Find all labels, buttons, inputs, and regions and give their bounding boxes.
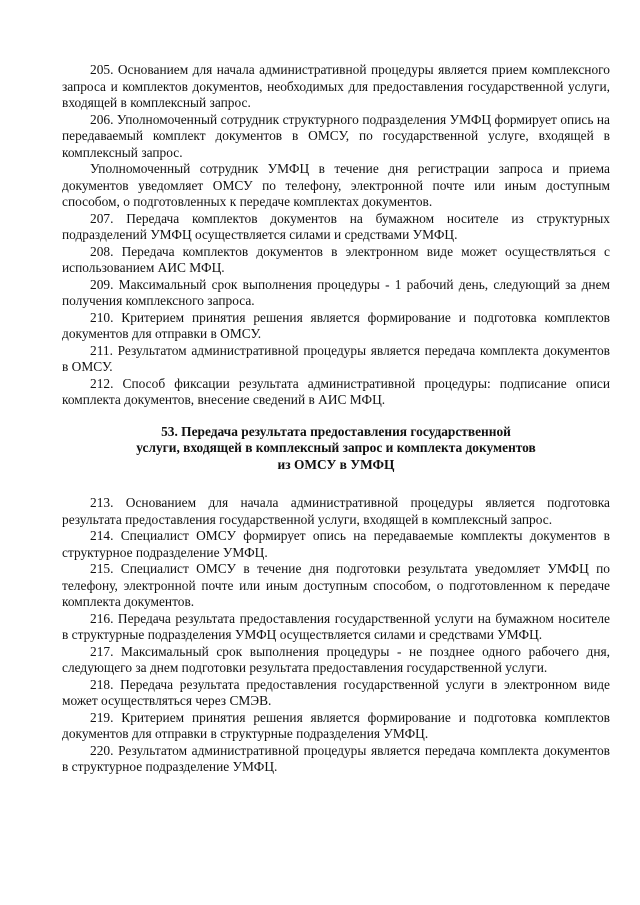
- paragraph-211: 211. Результатом административной процедуры является передача комплекта документов в ОМСУ.: [62, 342, 610, 374]
- paragraph-206-notice: Уполномоченный сотрудник УМФЦ в течение дня регистрации запроса и приема документов уведомляет ОМСУ по телефону, электронной почте или иным доступным способом, о подготовленных к передаче комплектах документов.: [62, 161, 610, 209]
- paragraph-218: 218. Передача результата предоставления государственной услуги в электронном виде может осуществляться через СМЭВ.: [62, 676, 610, 708]
- section-heading: [62, 424, 610, 474]
- paragraph-209: 209. Максимальный срок выполнения процедуры - 1 рабочий день, следующий за днем получения комплексного запроса.: [62, 276, 610, 308]
- section-heading-line-3: из ОМСУ в УМФЦ: [277, 456, 395, 472]
- paragraph-205: 205. Основанием для начала административной процедуры является прием комплексного запроса и комплектов документов, необходимых для предоставления государственной услуги, входящей в комплексный запрос.: [62, 62, 610, 110]
- paragraph-220: 220. Результатом административной процедуры является передача комплекта документов в структурное подразделение УМФЦ.: [62, 742, 610, 774]
- paragraph-212: 212. Способ фиксации результата административной процедуры: подписание описи комплекта документов, внесение сведений в АИС МФЦ.: [62, 375, 610, 407]
- paragraph-215: 215. Специалист ОМСУ в течение дня подготовки результата уведомляет УМФЦ по телефону, электронной почте или иным доступным способом, о подготовленном к передаче комплекта документов.: [62, 561, 610, 609]
- paragraph-206: 206. Уполномоченный сотрудник структурного подразделения УМФЦ формирует опись на передаваемый комплект документов в ОМСУ, по государственной услуге, входящей в комплексный запрос.: [62, 111, 610, 160]
- paragraph-210: 210. Критерием принятия решения является формирование и подготовка комплектов документов для отправки в ОМСУ.: [62, 309, 610, 341]
- paragraph-207: 207. Передача комплектов документов на бумажном носителе из структурных подразделений УМФЦ осуществляется силами и средствами УМФЦ.: [62, 210, 610, 242]
- section-heading-line-2: услуги, входящей в комплексный запрос и комплекта документов: [136, 440, 536, 455]
- paragraph-216: 216. Передача результата предоставления государственной услуги на бумажном носителе в структурные подразделения УМФЦ осуществляется силами и средствами УМФЦ.: [62, 610, 610, 642]
- section-heading-line-1: 53. Передача результата предоставления государственной: [161, 423, 511, 439]
- paragraph-217: 217. Максимальный срок выполнения процедуры - не позднее одного рабочего дня, следующего за днем подготовки результата предоставления государственной услуги.: [62, 643, 610, 675]
- paragraph-208: 208. Передача комплектов документов в электронном виде может осуществляться с использованием АИС МФЦ.: [62, 243, 610, 275]
- paragraph-213: 213. Основанием для начала административной процедуры является подготовка результата предоставления государственной услуги, входящей в комплексный запрос.: [62, 495, 610, 527]
- document-page: [62, 62, 610, 776]
- paragraph-214: 214. Специалист ОМСУ формирует опись на передаваемые комплекты документов в структурное подразделение УМФЦ.: [62, 528, 610, 560]
- paragraph-219: 219. Критерием принятия решения является формирование и подготовка комплектов документов для отправки в структурные подразделения УМФЦ.: [62, 709, 610, 741]
